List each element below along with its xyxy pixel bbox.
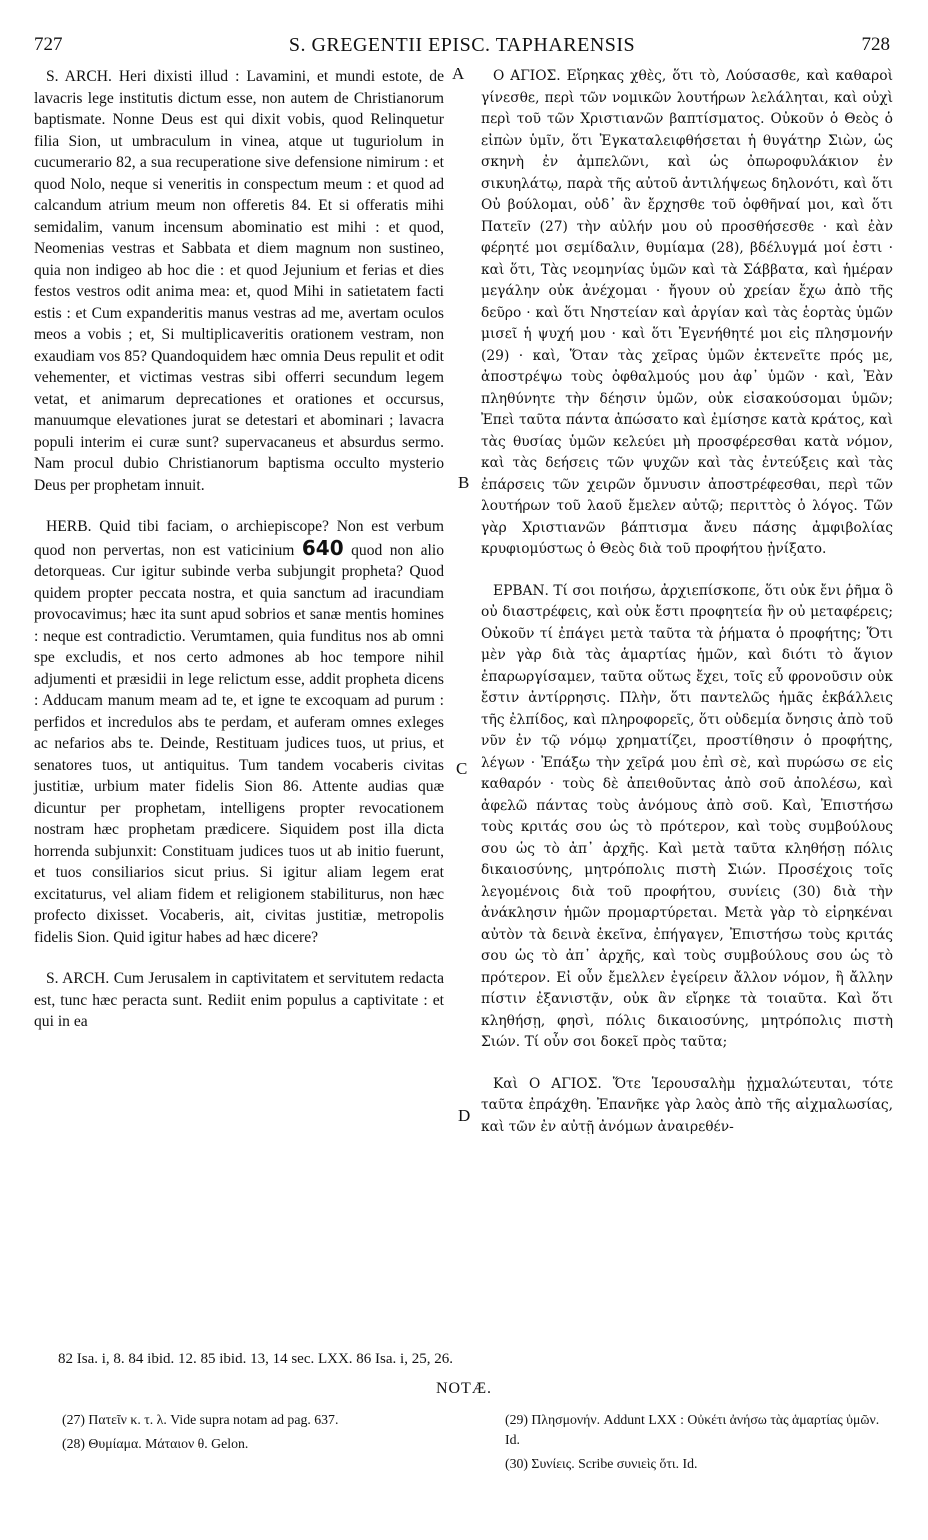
latin-paragraph-2	[34, 516, 444, 948]
margin-letter-d: D	[458, 1106, 471, 1125]
running-title: S. GREGENTII EPISC. TAPHARENSIS	[288, 34, 636, 56]
running-header	[34, 34, 890, 62]
greek-paragraph-1: Ο ΑΓΙΟΣ. Εἴρηκας χθὲς, ὅτι τὸ, Λούσασθε, καὶ καθαροὶ γίνεσθε, περὶ τῶν νομικῶν λουτήρων λελάληται, καὶ οὐχὶ περὶ τοῦ τῶν Χριστιανῶν βαπτίσματος. Οὐκοῦν ὁ Θεὸς ὁ εἰπὼν ὑμῖν, ὅτι Ἐγκαταλειφθήσεται ἡ θυγάτηρ Σιὼν, ὡς σκηνὴ ἐν ἀμπελῶνι, καὶ ὡς ὀπωροφυλάκιον ἐν σικυηλάτῳ, παρὰ τῆς αὐτοῦ ἀντιλήψεως δηλονότι, καὶ ὅτι Οὐ βούλομαι, οὐδ᾿ ἂν ἔρχησθε τοῦ ὀφθῆναί μοι, καὶ ὅτι Πατεῖν (27) τὴν αὐλήν μου οὐ προσθήσεσθε · καὶ ἐὰν φέρητέ μοι σεμίδαλιν, θυμίαμα (28), βδέλυγμά μοί ἐστι · καὶ ὅτι, Τὰς νεομηνίας ὑμῶν καὶ τὰ Σάββατα, καὶ ἡμέραν μεγάλην οὐκ ἀνέχομαι · ἤγουν οὐ χρείαν ἔχω ἀπὸ τῆς δεῦρο · καὶ ὅτι Νηστείαν καὶ ἀργίαν καὶ τὰς ἑορτὰς ὑμῶν μισεῖ ἡ ψυχή μου · καὶ ὅτι Ἐγενήθητέ μοι εἰς πλησμονήν (29) · καὶ, Ὅταν τὰς χεῖρας ὑμῶν ἐκτενεῖτε πρός με, ἀποστρέψω τοὺς ὀφθαλμούς μου ἀφ᾿ ὑμῶν · καὶ, Ἐὰν πληθύνητε τὴν δέησιν ὑμῶν, οὐκ εἰσακούσομαι ὑμῶν; Ἐπεὶ ταῦτα πάντα ἀπώσατο καὶ ἐμίσησε κατὰ κράτος, καὶ τὰς θυσίας ὑμῶν κελεύει μὴ προσφέρεσθαι κατὰ νόμον, καὶ τὰς δεήσεις τῶν ψυχῶν καὶ τὰς ἐντεύξεις καὶ τὰς ἐπάρσεις τῶν χειρῶν ὄμνυσιν ἀποστρέφεσθαι, περὶ τῶν λουτήρων τοῦ λαοῦ ἔμελεν αὐτῷ; περιττὸς ὁ λόγος. Τῶν γὰρ Χριστιανῶν βάπτισμα ἄνευ πάσης ἀμφιβολίας κρυφιομύστως ὁ Θεὸς διὰ τοῦ προφήτου ᾐνίξατο.	[481, 68, 893, 557]
note-28: (28) Θυμίαμα. Μάταιον θ. Gelon.	[62, 1436, 249, 1451]
notes-left-column	[62, 1410, 462, 1458]
latin-paragraph-3: S. ARCH. Cum Jerusalem in captivitatem et servitutem redacta est, tunc hæc peracta sunt. Rediit enim populus a captivitate : et qui in ea	[34, 970, 444, 1030]
notes-right-column	[505, 1410, 895, 1478]
note-29: (29) Πλησμονήν. Addunt LXX : Οὐκέτι ἀνήσω τὰς ἁμαρτίας ὑμῶν. Id.	[505, 1412, 880, 1447]
note-30: (30) Συνίεις. Scribe συνιεὶς ὅτι. Id.	[505, 1456, 698, 1471]
page-number-right: 728	[861, 34, 890, 55]
latin-paragraph-2-start: HERB. Quid tibi faciam, o archiepiscope? Non est verbum quod non pervertas, non est vaticinium	[34, 518, 444, 559]
latin-paragraph-2-rest: quod non alio detorqueas. Cur igitur subinde verba subjungit propheta? Quod quidem propter peccata nostra, et quia sanctum ad iracundiam provocavimus; hæc ita sunt apud sobrios et sanæ mentis homines : neque est contradictio. Verumtamen, quia funditus nos ab omni spe excludis, et nos certo admones ab hoc tempore nihil adjumenti et præsidii in lege relictum esse, addit propheta dicens : Adducam manum meam ad te, et igne te excoquam ad purum : perfidos et incredulos abs te perdam, et auferam omnes exleges ac nefarios abs te. Deinde, Restituam judices tuos, ut prius, et senatores tuos, ut antiquitus. Tum tandem vocaberis civitas justitiæ, urbium mater fidelis Sion 86. Attente audias quæ dicuntur per prophetam, intelligens propter revocationem nostram hæc prophetam prædicere. Siquidem post illa dicta horrenda subjunxit: Constituam judices tuos ut ab initio fuerunt, et tuos consiliarios sicut prius. Si igitur aliam legem erat excitaturus, vel aliam fidem et religionem stabiliturus, non hæc profecto dixisset. Vocaberis, ait, civitas justitiæ, metropolis fidelis Sion. Quid igitur habes ad hæc dicere?	[34, 541, 444, 946]
page-number-left: 727	[34, 34, 63, 55]
scripture-footnotes: 82 Isa. i, 8. 84 ibid. 12. 85 ibid. 13, 14 sec. LXX. 86 Isa. i, 25, 26.	[58, 1351, 453, 1367]
notae-heading: NOTÆ.	[435, 1380, 493, 1397]
column-number: 640	[301, 535, 344, 560]
greek-paragraph-3: Καὶ Ο ΑΓΙΟΣ. Ὅτε Ἱερουσαλὴμ ᾐχμαλώτευται, τότε ταῦτα ἐπράχθη. Ἐπανῆκε γὰρ λαὸς ἀπὸ τῆς αἰχμαλωσίας, καὶ τῶν ἐν αὐτῇ ἀνόμων ἀναιρεθέν-	[481, 1075, 893, 1135]
note-27: (27) Πατεῖν κ. τ. λ. Vide supra notam ad pag. 637.	[62, 1412, 339, 1427]
margin-letter-c: C	[456, 759, 468, 778]
latin-paragraph-1: S. ARCH. Heri dixisti illud : Lavamini, et mundi estote, de lavacris lege institutis dictum esse, non autem de Christianorum baptismate. Nonne Deus est qui dixit vobis, quod Relinquetur filia Sion, ut umbraculum in vinea, atque ut tuguriolum in cucumerario 82, a sua recuperatione sive defensione nimirum : et quod Nolo, neque si veneritis in conspectum meum : et quod ad calcandum atrium meum non offeretis 84. Et si offeratis mihi semidalim, vanum incensum abominatio est mihi : et quod, Neomenias vestras et Sabbata et diem magnum non sustineo, quia non indigeo ab hoc die : et quod Jejunium et ferias et dies festos vestros odit anima mea: et, quod Mihi in satietatem facti estis : et Cum expanderitis manus vestras ad me, avertam oculos meos a vobis ; et, Si multiplicaveritis orationem vestram, non exaudiam vos 85? Quandoquidem hæc omnia Deus repulit et odit vehementer, et victimas vestras sibi offerri secundum legem vetat, et animarum deprecationes et orationes et occursus, manuumque elevationes jurat se detestari et abominari ; lavacra populi interim ei curæ sunt? supervacaneus et absurdus sermo. Nam procul dubio Christianorum baptisma occulto mysterio Deus per prophetam innuit.	[34, 68, 444, 494]
greek-paragraph-2: ΕΡΒΑΝ. Τί σοι ποιήσω, ἀρχιεπίσκοπε, ὅτι οὐκ ἔνι ῥῆμα ὃ οὐ διαστρέφεις, καὶ οὐκ ἔστι προφητεία ἣν οὐ μεταφέρεις; Οὐκοῦν τί ἐπάγει μετὰ ταῦτα τὰ ῥήματα ὁ προφήτης; Ὅτι μὲν γὰρ διὰ τὰς ἁμαρτίας ἡμῶν, καὶ διότι τὸ ἅγιον ἐπαρωργίσαμεν, ταῦτα οὕτως ἔχει, τοῖς εὖ φρονοῦσιν οὐκ ἔστιν ἀντίρρησις. Πλὴν, ὅτι παντελῶς ἡμᾶς ἐκβάλλεις τῆς ἐλπίδος, καὶ πληροφορεῖς, ὅτι οὐδεμία ὄνησις ἀπὸ τοῦ νῦν ἐν τῷ νόμῳ χρηματίζει, προστίθησιν ὁ προφήτης, λέγων · Ἐπάξω τὴν χεῖρά μου ἐπὶ σὲ, καὶ πυρώσω σε εἰς καθαρόν · τοὺς δὲ ἀπειθοῦντας ἀπὸ σοῦ ἀπολέσω, καὶ ἀφελῶ πάντας τοὺς ἀνόμους ἀπὸ σοῦ. Καὶ, Ἐπιστήσω τοὺς κριτάς σου ὡς τὸ πρότερον, καὶ τοὺς συμβούλους σου ὡς τὸ ἀπ᾿ ἀρχῆς. Καὶ μετὰ ταῦτα κληθήσῃ πόλις δικαιοσύνης, μητρόπολις πιστὴ Σιών. Προσέχοις τοῖς λεγομένοις διὰ τοῦ προφήτου, συνίεις (30) διὰ τὴν ἀνάκλησιν ἡμῶν προμαρτύρεται. Μετὰ γὰρ τὸ εἰρηκέναι αὐτὸν τὰ δεινὰ ἐκεῖνα, ἐπήγαγεν, Ἐπιστήσω τοὺς κριτάς σου ὡς τὸ ἀπ᾿ ἀρχῆς, καὶ τοὺς συμβούλους σου ὡς τὸ πρότερον. Εἰ οὖν ἔμελλεν ἐγείρειν ἄλλον νόμον, ἢ ἄλλην πίστιν ἐξανιστᾷν, οὐκ ἂν εἴρηκε τὰ τοιαῦτα. Καὶ ὅτι κληθήσῃ, φησὶ, πόλις δικαιοσύνης, μητρόπολις πιστὴ Σιών. Τί οὖν σοι δοκεῖ πρὸς ταῦτα;	[481, 582, 893, 1050]
greek-column	[481, 66, 893, 1138]
margin-letter-b: B	[458, 473, 470, 492]
latin-column	[34, 66, 444, 1033]
margin-letter-a: A	[452, 64, 465, 83]
